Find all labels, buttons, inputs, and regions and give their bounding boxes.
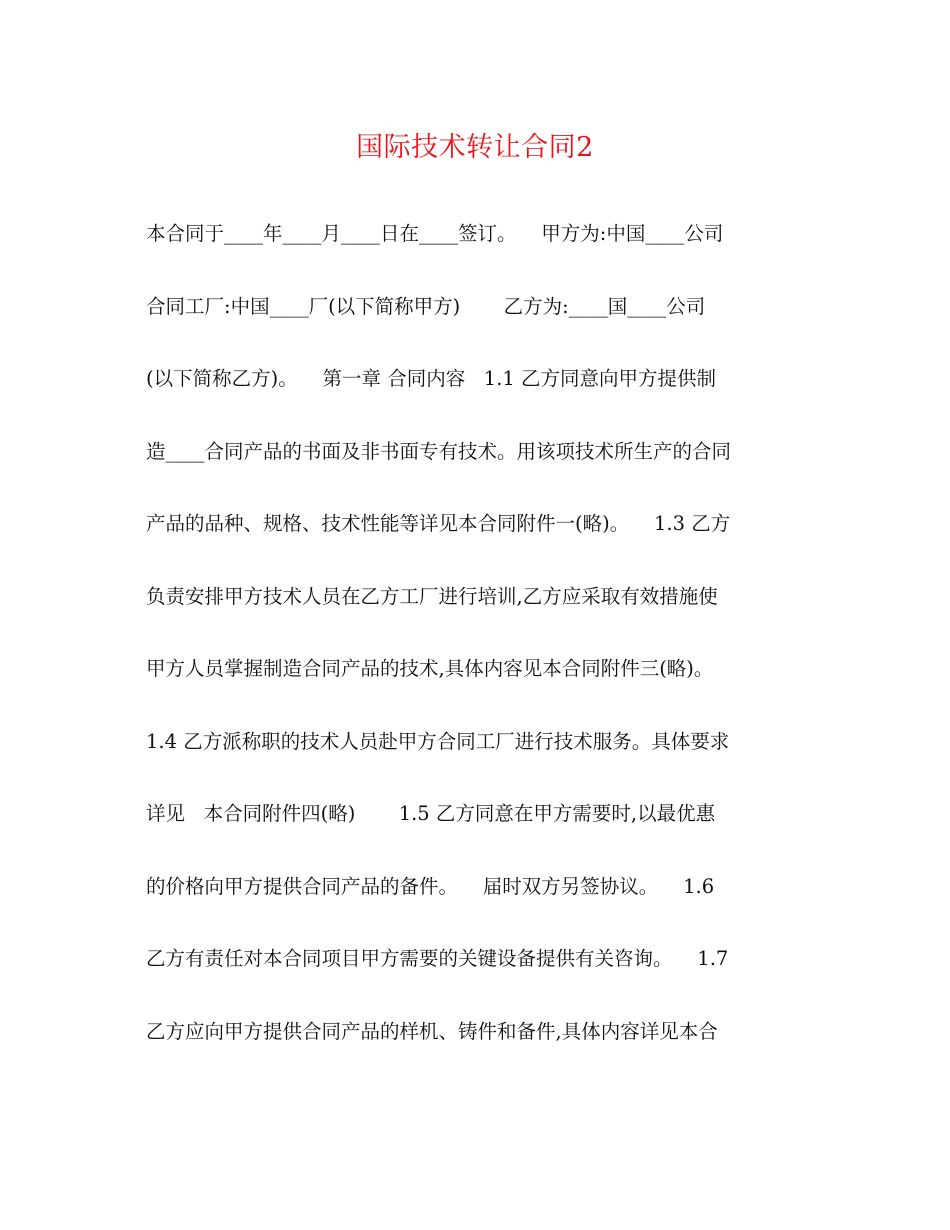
body-line: 详见 本合同附件四(略) 1.5 乙方同意在甲方需要时,以最优惠 bbox=[146, 802, 716, 825]
document-title: 国际技术转让合同2 bbox=[356, 132, 594, 163]
body-line: 乙方应向甲方提供合同产品的样机、铸件和备件,具体内容详见本合 bbox=[146, 1019, 718, 1043]
body-line: 1.4 乙方派称职的技术人员赴甲方合同工厂进行技术服务。具体要求 bbox=[146, 729, 730, 753]
body-line: 负责安排甲方技术人员在乙方工厂进行培训,乙方应采取有效措施使 bbox=[146, 584, 718, 608]
body-line: 本合同于____年____月____日在____签订。 甲方为:中国____公司 bbox=[146, 222, 724, 245]
body-line: 合同工厂:中国____厂(以下简称甲方) 乙方为:____国____公司 bbox=[146, 294, 706, 318]
document-body bbox=[146, 212, 806, 1082]
body-line: 甲方人员掌握制造合同产品的技术,具体内容见本合同附件三(略)。 bbox=[146, 657, 714, 680]
body-line: 的价格向甲方提供合同产品的备件。 届时双方另签协议。 1.6 bbox=[146, 874, 715, 898]
body-line: (以下简称乙方)。 第一章 合同内容 1.1 乙方同意向甲方提供制 bbox=[146, 367, 717, 390]
body-line: 造____合同产品的书面及非书面专有技术。用该项技术所生产的合同 bbox=[146, 439, 732, 463]
body-line: 乙方有责任对本合同项目甲方需要的关键设备提供有关咨询。 1.7 bbox=[146, 947, 729, 970]
body-line: 产品的品种、规格、技术性能等详见本合同附件一(略)。 1.3 乙方 bbox=[146, 512, 731, 535]
